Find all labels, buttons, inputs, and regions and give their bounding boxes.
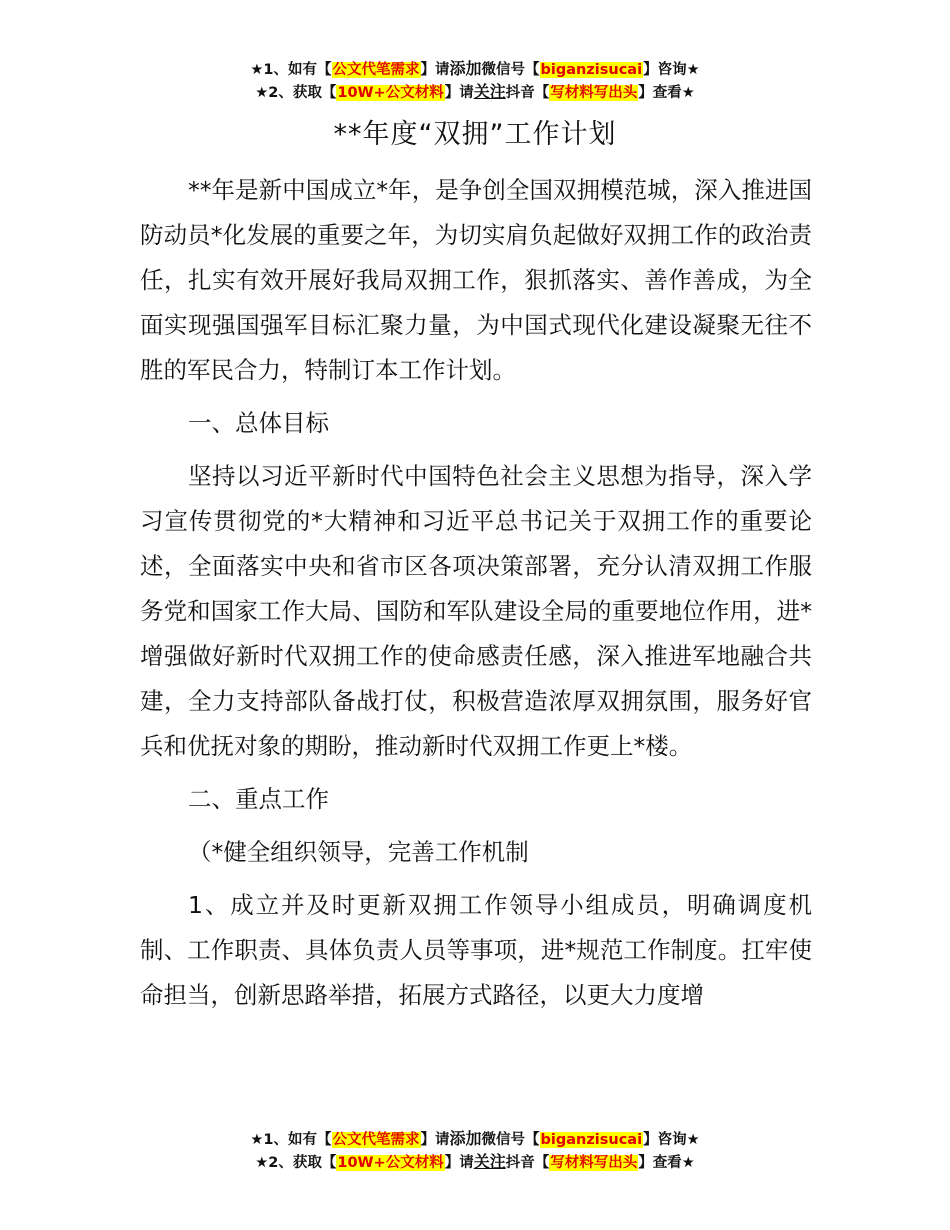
header-banner bbox=[0, 58, 950, 104]
banner-text: 】请 bbox=[444, 1155, 474, 1171]
banner-highlight: 10W+公文材料 bbox=[337, 1155, 444, 1171]
banner-text: 】查看★ bbox=[638, 1155, 695, 1171]
footer-banner bbox=[0, 1128, 950, 1174]
banner-highlight: 公文代笔需求 bbox=[332, 1132, 420, 1148]
banner-text: 】请 bbox=[444, 85, 474, 101]
banner-highlight: 写材料写出头 bbox=[550, 1155, 638, 1171]
banner-line-2 bbox=[0, 1151, 950, 1174]
paragraph-item-1: 1、成立并及时更新双拥工作领导小组成员，明确调度机制、工作职责、具体负责人员等事项，进*规范工作制度。扛牢使命担当，创新思路举措，拓展方式路径，以更大力度增 bbox=[140, 891, 812, 1009]
banner-text: 微信号【 bbox=[481, 62, 540, 78]
banner-text: 】咨询★ bbox=[643, 62, 700, 78]
banner-text: 微信号【 bbox=[481, 1132, 540, 1148]
banner-line-2 bbox=[0, 81, 950, 104]
document-title: **年度“双拥”工作计划 bbox=[333, 119, 617, 150]
banner-text: 抖音【 bbox=[505, 85, 550, 101]
banner-highlight: 10W+公文材料 bbox=[337, 85, 444, 101]
paragraph-intro: **年是新中国成立*年，是争创全国双拥模范城，深入推进国防动员*化发展的重要之年，为切实肩负起做好双拥工作的政治责任，扎实有效开展好我局双拥工作，狠抓落实、善作善成，为全面实现强国强军目标汇聚力量，为中国式现代化建设凝聚无往不胜的军民合力，特制订本工作计划。 bbox=[140, 176, 812, 384]
banner-text: ★2、获取【 bbox=[255, 1155, 337, 1171]
banner-highlight: 公文代笔需求 bbox=[332, 62, 420, 78]
banner-highlight: biganzisucai bbox=[540, 1132, 643, 1148]
banner-highlight: 写材料写出头 bbox=[550, 85, 638, 101]
banner-text: ★1、如有【 bbox=[250, 62, 332, 78]
banner-emphasis: 添加 bbox=[449, 59, 482, 78]
banner-text: 】咨询★ bbox=[643, 1132, 700, 1148]
section-heading-overall-goal: 一、总体目标 bbox=[188, 409, 329, 437]
banner-highlight: biganzisucai bbox=[540, 62, 643, 78]
banner-text: ★2、获取【 bbox=[255, 85, 337, 101]
banner-emphasis: 添加 bbox=[449, 1129, 482, 1148]
subsection-heading: （*健全组织领导，完善工作机制 bbox=[188, 838, 529, 866]
banner-text: 】请 bbox=[420, 62, 450, 78]
banner-text: 】请 bbox=[420, 1132, 450, 1148]
document-body bbox=[140, 168, 812, 1026]
section-heading-key-work: 二、重点工作 bbox=[188, 785, 329, 813]
paragraph-overall-goal: 坚持以习近平新时代中国特色社会主义思想为指导，深入学习宣传贯彻党的*大精神和习近平总书记关于双拥工作的重要论述，全面落实中央和省市区各项决策部署，充分认清双拥工作服务党和国家工作大局、国防和军队建设全局的重要地位作用，进*增强做好新时代双拥工作的使命感责任感，深入推进军地融合共建，全力支持部队备战打仗，积极营造浓厚双拥氛围，服务好官兵和优抚对象的期盼，推动新时代双拥工作更上*楼。 bbox=[140, 462, 812, 760]
banner-text: ★1、如有【 bbox=[250, 1132, 332, 1148]
banner-line-1 bbox=[0, 58, 950, 81]
banner-emphasis: 关注 bbox=[473, 82, 506, 101]
banner-text: 】查看★ bbox=[638, 85, 695, 101]
banner-emphasis: 关注 bbox=[473, 1152, 506, 1171]
banner-text: 抖音【 bbox=[505, 1155, 550, 1171]
banner-line-1 bbox=[0, 1128, 950, 1151]
